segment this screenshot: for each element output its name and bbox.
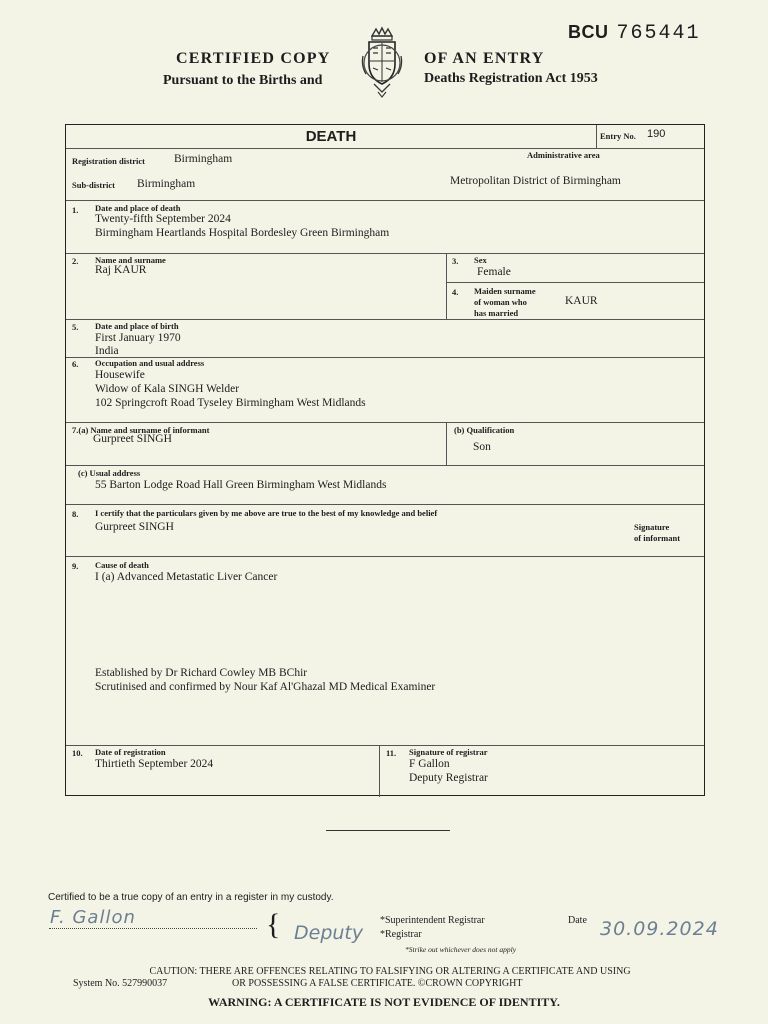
entry-no: 190 <box>647 128 666 140</box>
occupation-line-1: Housewife <box>95 369 145 381</box>
title-right: OF AN ENTRY <box>424 50 545 67</box>
field-5-number: 5. <box>72 322 79 332</box>
field-5-label: Date and place of birth <box>95 321 179 331</box>
scrutinised-by: Scrutinised and confirmed by Nour Kaf Al'Ghazal MD Medical Examiner <box>95 681 436 693</box>
field-11-label: Signature of registrar <box>409 747 488 757</box>
handwritten-signature: F. Gallon <box>50 907 136 928</box>
entry-no-label: Entry No. <box>600 131 636 141</box>
informant-name: Gurpreet SINGH <box>93 433 172 445</box>
field-8-label: I certify that the particulars given by me above are true to the best of my knowledge and belief <box>95 508 438 518</box>
field-7a-label: 7.(a) Name and surname of informant <box>72 425 210 435</box>
date-of-birth: First January 1970 <box>95 332 181 344</box>
registrar-label: *Registrar <box>380 929 422 940</box>
registrar-name: F Gallon <box>409 758 450 770</box>
administrative-area-label: Administrative area <box>527 150 600 160</box>
place-of-death: Birmingham Heartlands Hospital Bordesley Green Birmingham <box>95 227 390 239</box>
signature-informant-label-1: Signature <box>634 522 670 532</box>
serial-digits: 765441 <box>616 22 701 45</box>
field-2-label: Name and surname <box>95 255 166 265</box>
brace: { <box>266 908 281 941</box>
caution-line-1: CAUTION: THERE ARE OFFENCES RELATING TO FALSIFYING OR ALTERING A CERTIFICATE AND USING <box>149 966 631 977</box>
administrative-area: Metropolitan District of Birmingham <box>450 175 621 187</box>
subtitle-right: Deaths Registration Act 1953 <box>424 71 598 86</box>
sub-district: Birmingham <box>137 178 196 190</box>
royal-crest-icon <box>360 26 404 98</box>
place-of-birth: India <box>95 345 119 357</box>
date-of-registration: Thirtieth September 2024 <box>95 758 214 770</box>
superintendent-registrar-label: *Superintendent Registrar <box>380 915 485 926</box>
field-4-number: 4. <box>452 287 459 297</box>
deceased-name: Raj KAUR <box>95 264 147 276</box>
field-11-number: 11. <box>386 748 397 758</box>
registrar-title: Deputy Registrar <box>409 772 488 784</box>
caution-line-2: OR POSSESSING A FALSE CERTIFICATE. ©CROWN COPYRIGHT <box>232 978 523 989</box>
maiden-surname: KAUR <box>565 295 598 307</box>
serial-number <box>568 22 701 45</box>
field-7c-label: (c) Usual address <box>78 468 141 478</box>
registration-district-label: Registration district <box>72 156 145 166</box>
strike-out-note: *Strike out whichever does not apply <box>405 945 517 954</box>
usual-address: 102 Springcroft Road Tyseley Birmingham West Midlands <box>95 397 366 409</box>
field-2-number: 2. <box>72 256 79 266</box>
field-4-label-3: has married <box>474 308 519 318</box>
warning-text: WARNING: A CERTIFICATE IS NOT EVIDENCE OF IDENTITY. <box>208 995 560 1009</box>
date-label: Date <box>568 915 587 926</box>
divider-line <box>326 830 450 831</box>
handwritten-role: Deputy <box>294 922 364 944</box>
title-left: CERTIFIED COPY <box>176 50 331 67</box>
field-1-number: 1. <box>72 205 79 215</box>
field-4-label-1: Maiden surname <box>474 286 536 296</box>
field-3-number: 3. <box>452 256 459 266</box>
subtitle-left: Pursuant to the Births and <box>163 73 323 88</box>
registration-district: Birmingham <box>174 153 233 165</box>
field-3-label: Sex <box>474 255 487 265</box>
field-8-number: 8. <box>72 509 79 519</box>
field-9-label: Cause of death <box>95 560 149 570</box>
signature-informant-label-2: of informant <box>634 533 681 543</box>
sex: Female <box>477 266 511 278</box>
field-1-label: Date and place of death <box>95 203 181 213</box>
serial-prefix: BCU <box>568 22 609 42</box>
sub-district-label: Sub-district <box>72 180 115 190</box>
occupation-line-2: Widow of Kala SINGH Welder <box>95 383 240 395</box>
field-7b-label: (b) Qualification <box>454 425 515 435</box>
field-9-number: 9. <box>72 561 79 571</box>
qualification: Son <box>473 441 491 453</box>
certificate-table <box>65 124 705 796</box>
field-10-label: Date of registration <box>95 747 166 757</box>
system-number: System No. 527990037 <box>73 978 168 989</box>
date-of-death: Twenty-fifth September 2024 <box>95 213 231 225</box>
established-by: Established by Dr Richard Cowley MB BChir <box>95 667 308 679</box>
cause-of-death: I (a) Advanced Metastatic Liver Cancer <box>95 571 278 583</box>
handwritten-date: 30.09.2024 <box>600 918 719 940</box>
signature-line <box>49 928 257 929</box>
certified-text: Certified to be a true copy of an entry in a register in my custody. <box>48 892 334 903</box>
field-10-number: 10. <box>72 748 83 758</box>
informant-signature: Gurpreet SINGH <box>95 521 174 533</box>
field-6-number: 6. <box>72 359 79 369</box>
field-6-label: Occupation and usual address <box>95 358 205 368</box>
form-title: DEATH <box>305 128 357 145</box>
informant-address: 55 Barton Lodge Road Hall Green Birmingham West Midlands <box>95 479 387 491</box>
field-4-label-2: of woman who <box>474 297 527 307</box>
